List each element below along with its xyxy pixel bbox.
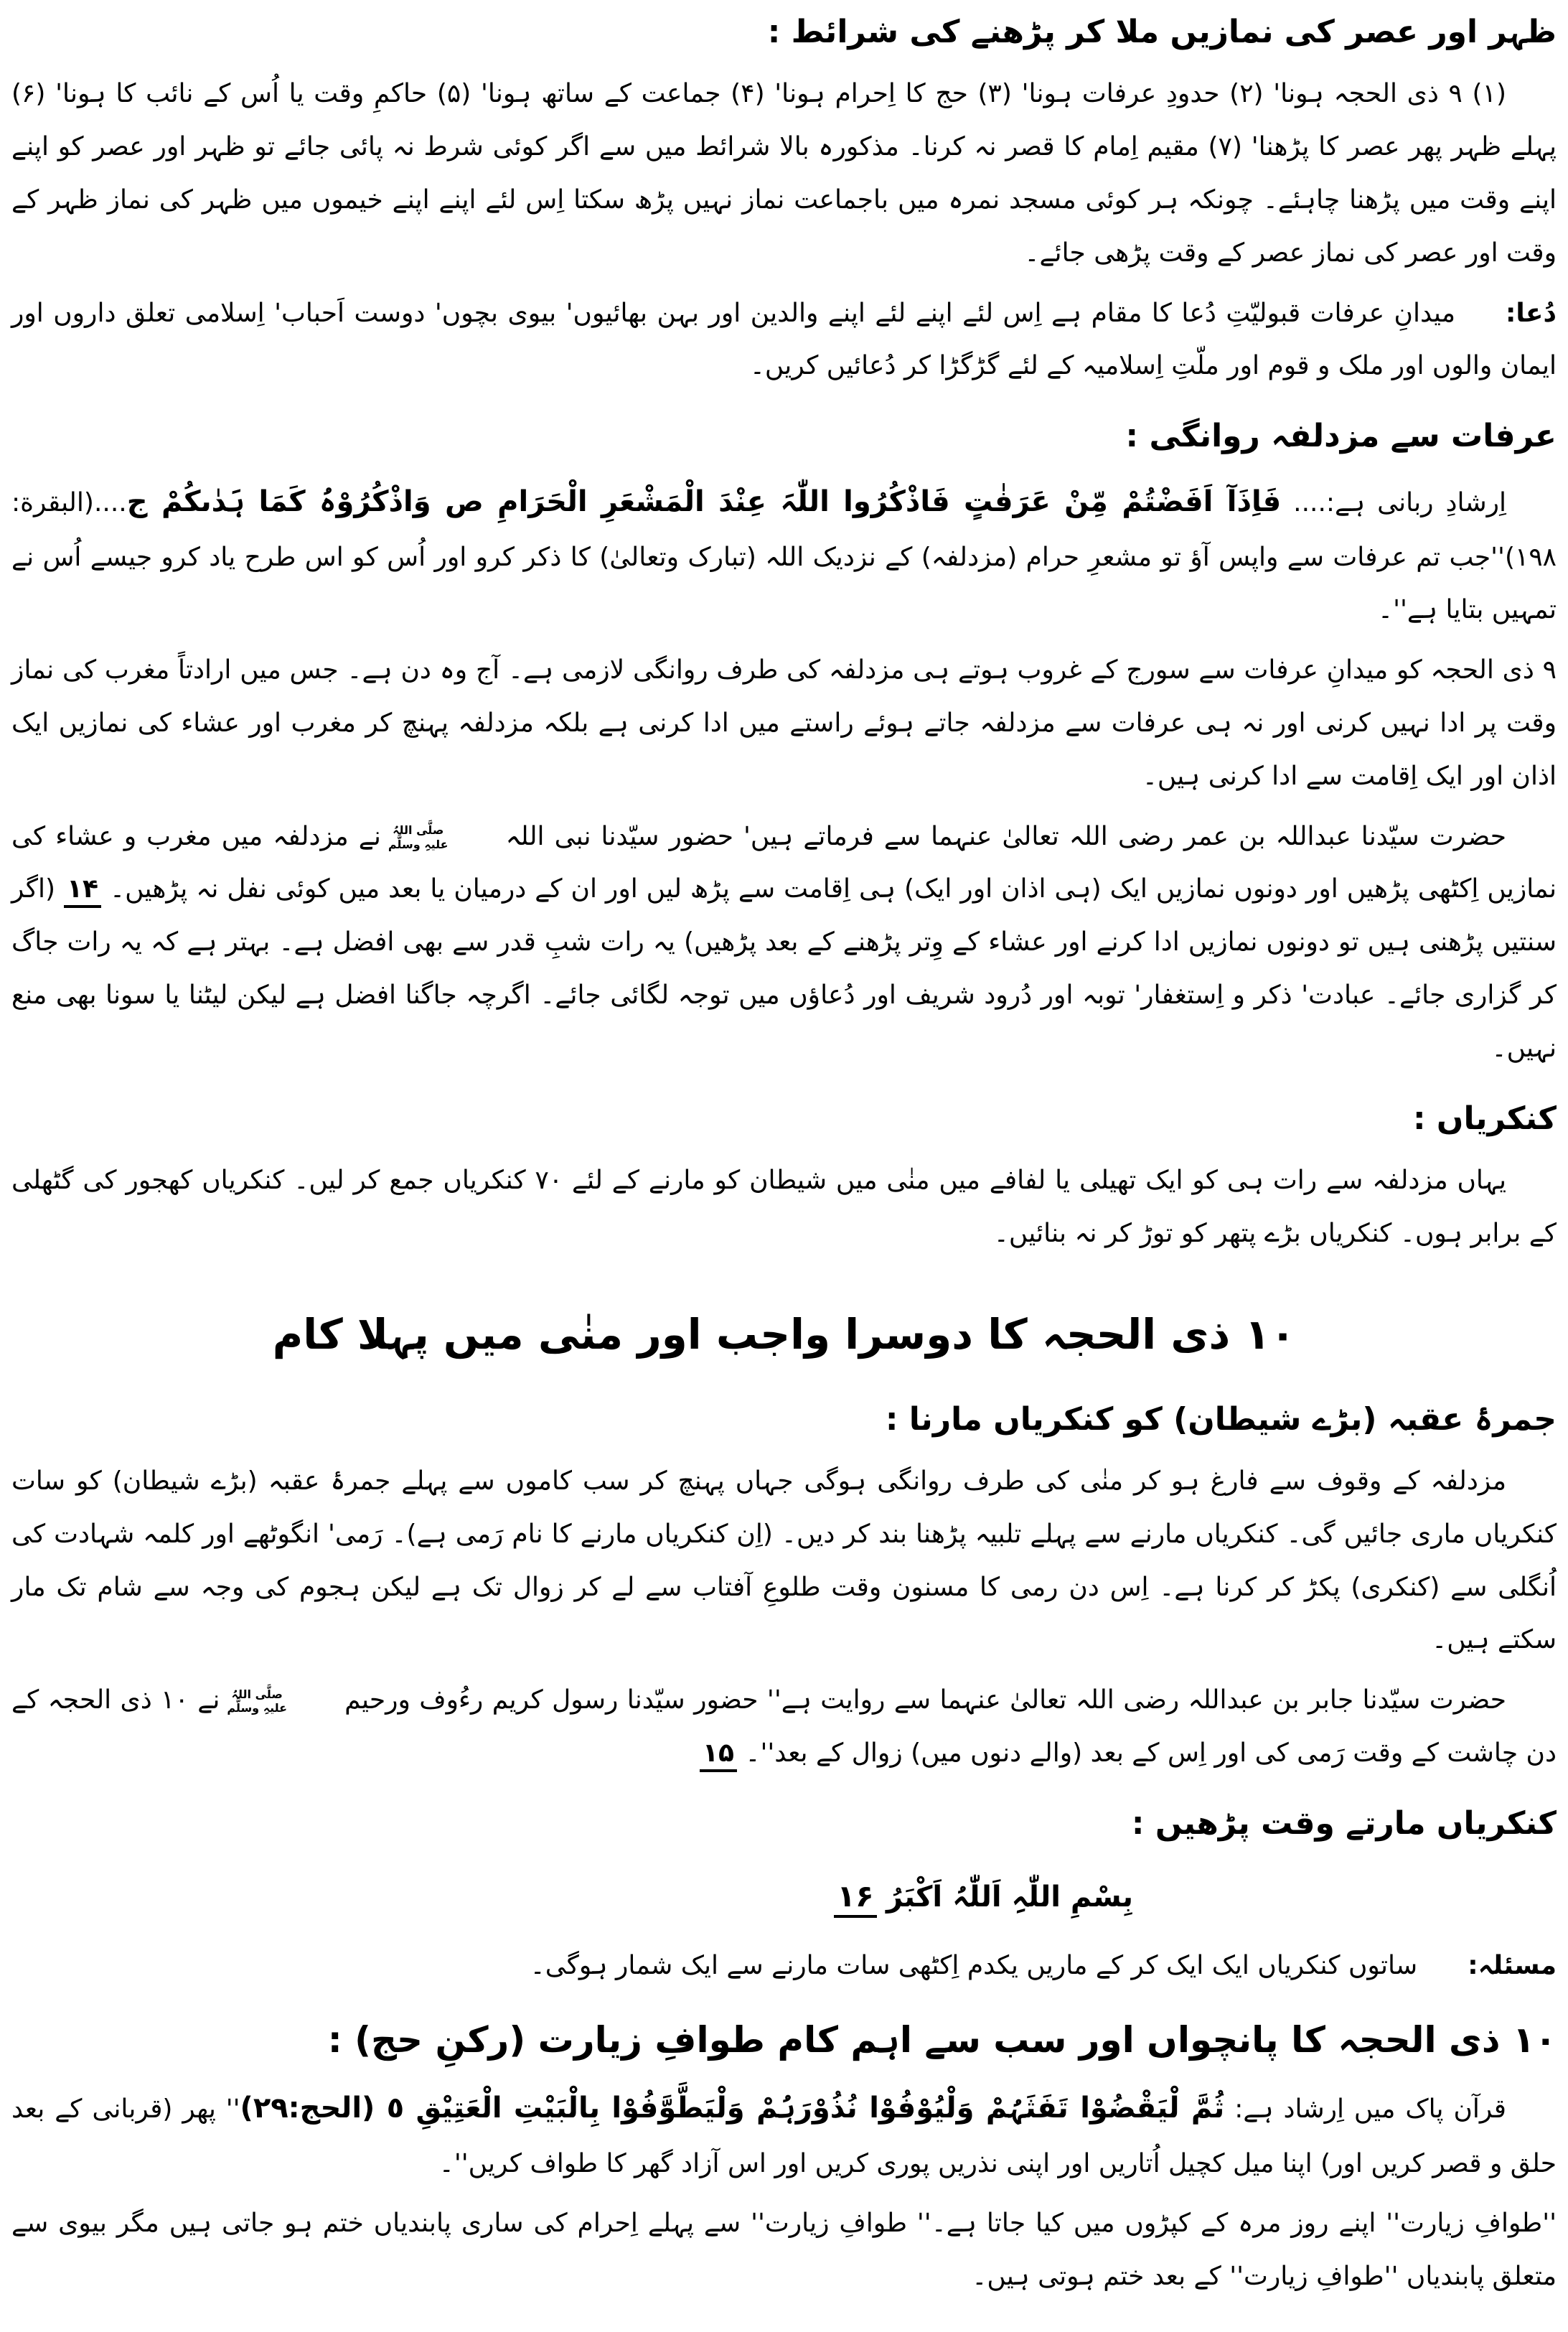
footnote-marker-16: ۱۶: [834, 1878, 876, 1918]
heading-muzdalifah-departure: عرفات سے مزدلفہ روانگی :: [1125, 418, 1557, 455]
sallallahu-alaihi-wasallam-symbol: صلَّی اللہُ علیہِ وسلَّم: [227, 1687, 288, 1715]
para-quran-hajj: [11, 2079, 1557, 2191]
hadith-text: حضرت سیّدنا عبداللہ بن عمر رضی اللہ تعالیٰ عنہما سے فرماتے ہیں' حضور سیّدنا نبی اللہ: [505, 821, 1507, 851]
para-tawaf-rules: ''طوافِ زیارت'' اپنے روز مرہ کے کپڑوں میں کیا جاتا ہے۔'' طوافِ زیارت'' سے پہلے اِحرام کی ساری پابندیاں ختم ہو جاتی ہیں مگر بیوی سے متعلق پابندیاں ''طوافِ زیارت'' کے بعد ختم ہوتی ہیں۔: [11, 2209, 1557, 2292]
verse-translation: ''جب تم عرفات سے واپس آؤ تو مشعرِ حرام (مزدلفہ) کے نزدیک اللہ (تبارک وتعالیٰ) کا ذکر کرو اور اُس کو اس طرح یاد کرو جیسے اُس نے تمہیں بتایا ہے''۔: [11, 542, 1557, 625]
arabic-verse-baqarah: فَاِذَآ اَفَضْتُمْ مِّنْ عَرَفٰتٍ فَاذْکُرُوا اللّٰہَ عِنْدَ الْمَشْعَرِ الْحَرَامِ ص وَاذْکُرُوْہُ کَمَا ہَدٰىکُمْ ج: [126, 484, 1282, 518]
heading-rami-recitation: کنکریاں مارتے وقت پڑھیں :: [1131, 1804, 1557, 1842]
footnote-marker-14: ۱۴: [64, 874, 101, 908]
heading-pebbles: کنکریاں :: [1412, 1100, 1557, 1137]
masala-text: ساتوں کنکریاں ایک ایک کر کے ماریں یکدم اِکٹھی سات مارنے سے ایک شمار ہوگی۔: [530, 1950, 1418, 1980]
para-bismillah-takbir: [11, 1868, 1557, 1925]
dua-label: دُعا:: [1506, 298, 1557, 328]
para-hadith-ibn-umar: [11, 810, 1557, 1075]
verse-intro: قرآن پاک میں اِرشاد ہے:: [1234, 2094, 1506, 2124]
verse-intro: اِرشادِ ربانی ہے:....: [1293, 487, 1506, 518]
para-masala: [11, 1939, 1557, 1992]
para-dua: [11, 287, 1557, 393]
verse-translation: '' پھر (قربانی کے بعد حلق و قصر کریں اور) اپنا میل کچیل اُتاریں اور اپنی نذریں پوری کریں اور اس آزاد گھر کا طواف کریں''۔: [11, 2094, 1557, 2178]
hadith-text: (اگر سنتیں پڑھنی ہیں تو دونوں نمازیں ادا کرنے اور عشاء کے وِتر پڑھنے کے بعد پڑھیں) یہ رات شبِ قدر سے بھی افضل ہے۔ بہتر ہے کہ یہ رات جاگ کر گزاری جائے۔ عبادت' ذکر و اِستغفار' توبہ اور دُرود شریف اور دُعاؤں میں توجہ لگائی جائے۔ اگرچہ جاگنا افضل ہے لیکن لیٹنا یا سونا بھی منع نہیں۔: [11, 874, 1557, 1063]
heading-tawaf-ziyarat: ۱۰ ذی الحجہ کا پانچواں اور سب سے اہم کام طوافِ زیارت (رکنِ حج) :: [327, 2018, 1557, 2061]
heading-jamrah-aqabah: جمرۂ عقبہ (بڑے شیطان) کو کنکریاں مارنا :: [885, 1400, 1557, 1438]
heading-second-wajib-mina: ۱۰ ذی الحجہ کا دوسرا واجب اور منٰی میں پہلا کام: [272, 1309, 1296, 1359]
dua-text: میدانِ عرفات قبولیّتِ دُعا کا مقام ہے اِس لئے اپنے لئے اپنے والدین اور بہن بھائیوں' بیوی بچوں' دوست اَحباب' اِسلامی تعلق داروں اور ایمان والوں اور ملک و قوم اور ملّتِ اِسلامیہ کے لئے گڑگڑا کر دُعائیں کریں۔: [11, 298, 1557, 381]
heading-zuhr-asr-conditions: ظہر اور عصر کی نمازیں ملا کر پڑھنے کی شرائط :: [767, 14, 1557, 50]
para-hadith-jabir: [11, 1674, 1557, 1780]
hadith-text: حضرت سیّدنا جابر بن عبداللہ رضی اللہ تعالیٰ عنہما سے روایت ہے'' حضور سیّدنا رسول کریم رءُوف ورحیم: [344, 1685, 1507, 1715]
arabic-verse-hajj: ثُمَّ لْیَقْضُوْا تَفَثَہُمْ وَلْیُوْفُوْا نُذُوْرَہُمْ وَلْیَطَّوَّفُوْا بِالْبَیْتِ الْعَتِیْقِ ٥ (الحج:۲۹): [240, 2091, 1225, 2125]
arabic-bismillah-takbir: بِسْمِ اللّٰہِ اَللّٰہُ اَکْبَرُ: [886, 1881, 1133, 1914]
sallallahu-alaihi-wasallam-symbol: صلَّی اللہُ علیہِ وسلَّم: [388, 823, 449, 851]
hadith-text: نے ۱۰ ذی الحجہ کے دن چاشت کے وقت رَمی کی اور اِس کے بعد (والے دنوں میں) زوال کے بعد''۔: [11, 1685, 1557, 1768]
footnote-marker-15: ۱۵: [700, 1738, 737, 1772]
para-rami: مزدلفہ کے وقوف سے فارغ ہو کر منٰی کی طرف روانگی ہوگی جہاں پہنچ کر سب کاموں سے پہلے جمرۂ عقبہ (بڑے شیطان) کو سات کنکریاں ماری جائیں گی۔ کنکریاں مارنے سے پہلے تلبیہ پڑھنا بند کر دیں۔ (اِن کنکریاں مارنے کا نام رَمی ہے)۔ رَمی' انگوٹھے اور کلمہ شہادت کی اُنگلی سے (کنکری) پکڑ کر کرنا ہے۔ اِس دن رمی کا مسنون وقت طلوعِ آفتاب سے لے کر زوال تک ہے لیکن ہجوم کی وجہ سے شام تک مار سکتے ہیں۔: [11, 1466, 1557, 1655]
verse-ref: ....(البقرة: ۱۹۸): [11, 487, 1557, 572]
masala-label: مسئلہ:: [1468, 1950, 1557, 1980]
para-conditions: (۱) ۹ ذی الحجہ ہونا' (۲) حدودِ عرفات ہونا' (۳) حج کا اِحرام ہونا' (۴) جماعت کے ساتھ ہونا' (۵) حاکمِ وقت یا اُس کے نائب کا ہونا' (۶) پہلے ظہر پھر عصر کا پڑھنا' (۷) مقیم اِمام کا قصر نہ کرنا۔ مذکورہ بالا شرائط میں سے اگر کوئی شرط نہ پائی جائے تو ظہر اور عصر کو اپنے اپنے وقت میں پڑھنا چاہئے۔ چونکہ ہر کوئی مسجد نمرہ میں باجماعت نماز نہیں پڑھ سکتا اِس لئے اپنے اپنے خیموں میں ظہر کی نماز ظہر کے وقت اور عصر کی نماز عصر کے وقت پڑھی جائے۔: [11, 79, 1557, 268]
para-departure: ۹ ذی الحجہ کو میدانِ عرفات سے سورج کے غروب ہوتے ہی مزدلفہ کی طرف روانگی لازمی ہے۔ آج وہ دن ہے۔ جس میں ارادتاً مغرب کی نماز وقت پر ادا نہیں کرنی اور نہ ہی عرفات سے مزدلفہ جاتے ہوئے راستے میں ادا کرنی ہے بلکہ مزدلفہ پہنچ کر مغرب اور عشاء کی نمازیں ایک اذان اور ایک اِقامت سے ادا کرنی ہیں۔: [11, 655, 1557, 791]
hadith-text: نے مزدلفہ میں مغرب و عشاء کی نمازیں اِکٹھی پڑھیں اور دونوں نمازیں ایک (ہی اذان اور ایک) ہی اِقامت سے پڑھ لیں اور ان کے درمیان یا بعد میں کوئی نفل نہ پڑھیں۔: [11, 821, 1557, 904]
para-pebbles: یہاں مزدلفہ سے رات ہی کو ایک تھیلی یا لفافے میں منٰی میں شیطان کو مارنے کے لئے ۷۰ کنکریاں جمع کر لیں۔ کنکریاں کھجور کی گٹھلی کے برابر ہوں۔ کنکریاں بڑے پتھر کو توڑ کر نہ بنائیں۔: [11, 1165, 1557, 1248]
para-quran-baqarah: [11, 472, 1557, 637]
